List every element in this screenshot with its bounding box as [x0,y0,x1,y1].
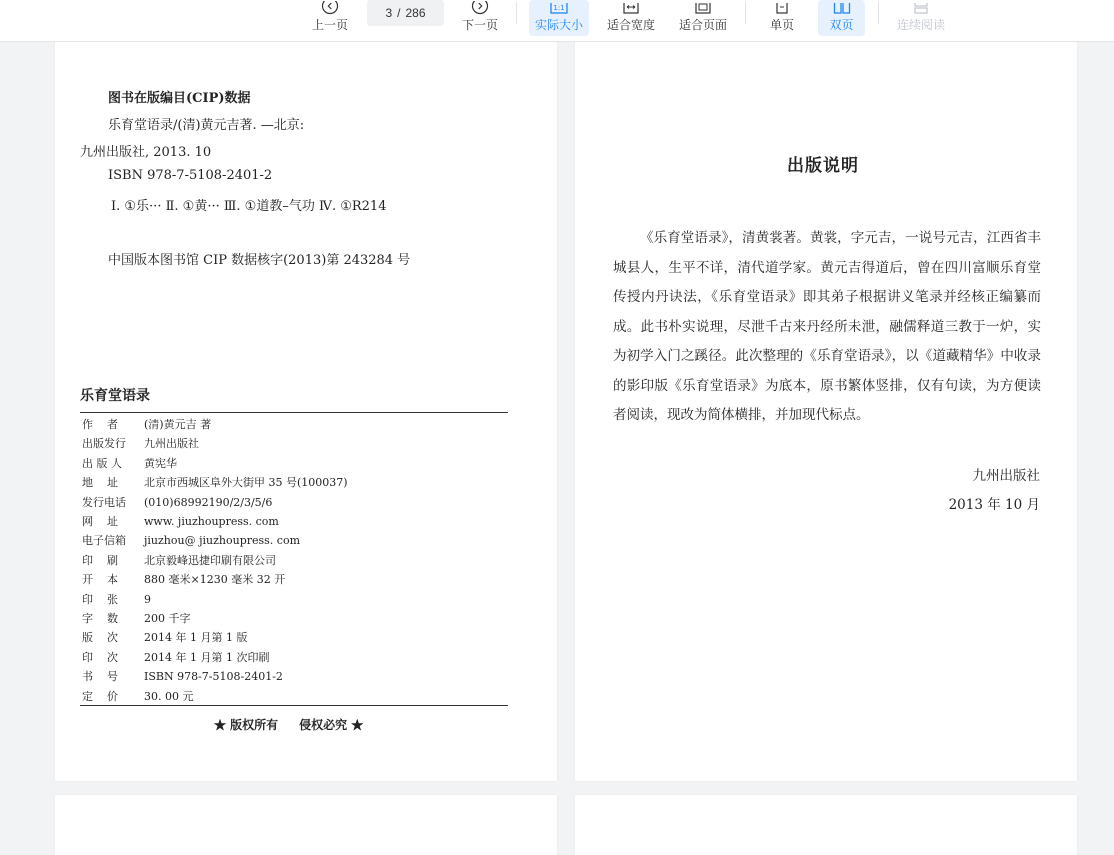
fit-page-label: 适合页面 [678,18,727,32]
info-key: 印 张 [82,592,118,606]
info-key: 印 次 [82,650,118,664]
info-value: 北京市西城区阜外大街甲 35 号(100037) [144,476,348,490]
info-value: 黄宪华 [144,456,177,470]
info-key: 电子信箱 [82,534,126,548]
info-value: www. jiuzhoupress. com [144,515,279,528]
double-page-icon [833,3,851,15]
fit-page-button[interactable] [675,0,731,36]
chevron-left-circle-icon [321,1,339,15]
actual-size-label: 实际大小 [534,18,583,32]
info-value: 2014 年 1 月第 1 次印刷 [144,650,270,664]
document-page-left [55,41,557,781]
double-page-label: 双页 [829,18,854,32]
info-key: 作 者 [82,418,118,431]
divider-line [80,705,508,706]
info-row [82,629,247,645]
info-row [82,591,151,607]
info-value: 200 千字 [144,612,191,625]
cip-line: 乐育堂语录/(清)黄元吉著. —北京: [108,118,305,133]
cip-line: ISBN 978-7-5108-2401-2 [108,168,273,183]
info-value: ISBN 978-7-5108-2401-2 [144,670,283,684]
info-row [82,494,272,510]
info-key: 印 刷 [82,553,118,567]
single-page-button[interactable] [762,0,802,36]
fit-width-icon [622,3,640,15]
document-page-right [575,41,1077,781]
info-key: 地 址 [82,476,118,490]
note-date: 2013 年 10 月 [948,497,1040,513]
info-row [82,610,191,626]
page-separator: / [397,6,401,20]
info-row [82,571,285,587]
info-value: (010)68992190/2/3/5/6 [144,495,273,509]
info-key: 定 价 [82,689,118,703]
fit-page-icon [694,3,712,15]
cip-line: 九州出版社, 2013. 10 [80,145,212,160]
document-page-next-right [575,795,1077,855]
cip-line: Ⅰ. ①乐··· Ⅱ. ①黄··· Ⅲ. ①道教–气功 Ⅳ. ①R214 [111,199,387,214]
next-page-button[interactable] [457,0,503,36]
cip-number: 中国版本图书馆 CIP 数据核字(2013)第 243284 号 [108,253,411,268]
actual-size-icon [550,3,568,15]
info-value: jiuzhou@ jiuzhoupress. com [144,534,301,548]
info-row [82,649,269,665]
toolbar-divider [745,2,746,24]
info-row [82,668,283,684]
info-key: 书 号 [82,670,118,684]
info-row [82,532,300,548]
info-value: 九州出版社 [144,437,199,451]
prev-page-button[interactable] [307,0,353,36]
info-row [82,513,279,529]
next-page-label: 下一页 [461,18,498,32]
info-key: 出 版 人 [82,456,122,470]
chevron-right-circle-icon [471,1,489,15]
document-page-next-left [55,795,557,855]
info-row [82,552,276,568]
single-page-icon [774,3,790,15]
page-number-field[interactable] [367,0,444,26]
prev-page-label: 上一页 [311,18,348,32]
fit-width-label: 适合宽度 [606,18,655,32]
book-title: 乐育堂语录 [80,388,150,404]
info-value: 9 [144,592,151,606]
svg-text:1:1: 1:1 [553,4,565,12]
info-key: 字 数 [82,612,118,625]
info-key: 出版发行 [82,437,126,451]
info-key: 网 址 [82,515,118,528]
info-value: 880 毫米×1230 毫米 32 开 [144,573,286,587]
info-key: 发行电话 [82,495,126,509]
publisher-signature: 九州出版社 [972,468,1040,484]
continuous-reading-label: 连续阅读 [896,18,945,32]
continuous-scroll-icon [912,3,930,15]
cip-heading: 图书在版编目(CIP)数据 [108,91,251,106]
info-row [82,688,193,704]
divider-line [80,412,508,413]
publication-note-body: 《乐育堂语录》，清黄裳著。黄裳，字元吉，一说号元吉，江西省丰城县人，生平不详，清代道学家。黄元吉得道后，曾在四川富顺乐育堂传授内丹诀法，《乐育堂语录》即其弟子根据讲义笔录并经核正编纂而成。此书朴实说理，尽泄千古来丹经所未泄，融儒释道三教于一炉，实为初学入门之蹊径。此次整理的《乐育堂语录》，以《道藏精华》中收录的影印版《乐育堂语录》为底本，原书繁体竖排，仅有句读，为方便读者阅读，现改为简体横排，并加现代标点。 [613,230,1041,423]
info-value: 2014 年 1 月第 1 版 [144,631,248,645]
info-row [82,455,177,471]
info-key: 开 本 [82,573,118,587]
total-pages-value: 286 [405,6,426,20]
info-value: 北京毅峰迅捷印刷有限公司 [144,553,276,567]
toolbar-divider [516,2,517,24]
toolbar-divider [878,2,879,24]
current-page-value[interactable]: 3 [385,6,393,20]
double-page-button[interactable] [818,0,865,36]
info-row [82,474,348,490]
info-value: (清)黄元吉 著 [144,418,212,431]
rights-notice: ★ 版权所有 侵权必究 ★ [214,718,364,732]
single-page-label: 单页 [769,18,794,32]
info-value: 30. 00 元 [144,689,194,703]
actual-size-button[interactable] [529,0,589,36]
info-row [82,416,211,432]
info-row [82,435,199,451]
continuous-reading-button[interactable] [894,0,948,36]
reader-toolbar [0,0,1114,42]
publication-note-title: 出版说明 [787,156,859,176]
info-key: 版 次 [82,631,118,645]
fit-width-button[interactable] [603,0,659,36]
